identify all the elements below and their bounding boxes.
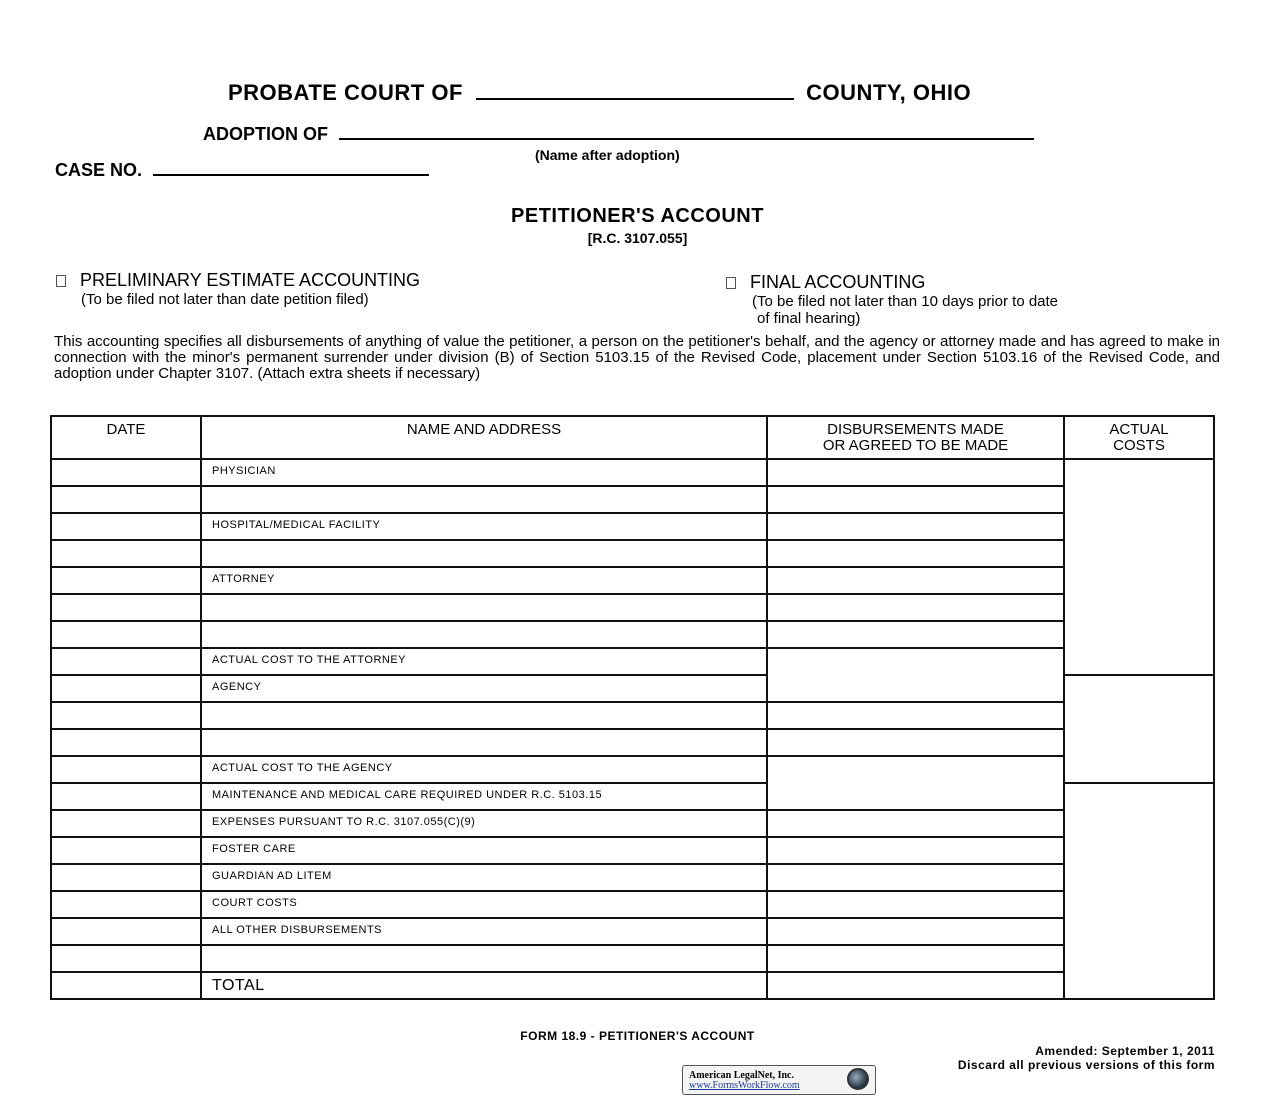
date-cell[interactable] [51, 486, 201, 513]
table-row [51, 567, 1214, 594]
date-cell[interactable] [51, 945, 201, 972]
amended-date: Amended: September 1, 2011 [1035, 1044, 1215, 1058]
table-row [51, 945, 1214, 972]
date-cell[interactable] [51, 837, 201, 864]
preliminary-label: PRELIMINARY ESTIMATE ACCOUNTING [80, 270, 421, 290]
name-cell[interactable]: AGENCY [201, 675, 767, 702]
date-cell[interactable] [51, 972, 201, 999]
table-row [51, 837, 1214, 864]
table-row [51, 621, 1214, 648]
instructions-paragraph: This accounting specifies all disbursements of anything of value the petitioner, a person on the petitioner's behalf, and the agency or attorney made and has agreed to make in connection with the minor's permanent surrender under division (B) of Section 5103.15 of the Revised Code, placement under Section 5103.16 of the Revised Code, and adoption under Chapter 3107. (Attach extra sheets if necessary) [54, 333, 1220, 382]
court-suffix: COUNTY, OHIO [806, 80, 972, 105]
header-name-address: NAME AND ADDRESS [201, 416, 767, 459]
header-disbursements-line2: OR AGREED TO BE MADE [822, 437, 1009, 454]
disbursement-cell[interactable] [767, 810, 1064, 837]
disbursement-cell[interactable] [767, 864, 1064, 891]
final-label: FINAL ACCOUNTING [750, 272, 926, 292]
name-cell[interactable]: ACTUAL COST TO THE ATTORNEY [201, 648, 767, 675]
table-row [51, 756, 1214, 783]
form-name: FORM 18.9 - PETITIONER'S ACCOUNT [520, 1029, 755, 1043]
disbursement-cell[interactable] [767, 756, 1064, 810]
date-cell[interactable] [51, 891, 201, 918]
date-cell[interactable] [51, 810, 201, 837]
disbursement-cell[interactable] [767, 594, 1064, 621]
final-checkbox[interactable] [726, 277, 736, 289]
name-cell[interactable] [201, 594, 767, 621]
table-row [51, 594, 1214, 621]
globe-icon [847, 1068, 869, 1090]
name-cell[interactable] [201, 540, 767, 567]
case-label: CASE NO. [55, 160, 143, 180]
date-cell[interactable] [51, 918, 201, 945]
disbursement-cell[interactable] [767, 729, 1064, 756]
name-cell[interactable]: FOSTER CARE [201, 837, 767, 864]
actual-cost-attorney-cell[interactable] [1064, 459, 1214, 675]
name-cell[interactable] [201, 702, 767, 729]
total-disbursement-cell[interactable] [767, 972, 1064, 999]
name-cell[interactable]: HOSPITAL/MEDICAL FACILITY [201, 513, 767, 540]
table-row [51, 540, 1214, 567]
table-row [51, 702, 1214, 729]
option-preliminary [56, 270, 420, 308]
amended-block [958, 1044, 1215, 1072]
disbursement-cell[interactable] [767, 621, 1064, 648]
header-actual-line2: COSTS [1113, 437, 1165, 454]
name-cell[interactable]: ACTUAL COST TO THE AGENCY [201, 756, 767, 783]
date-cell[interactable] [51, 594, 201, 621]
disbursement-cell[interactable] [767, 540, 1064, 567]
table-row [51, 729, 1214, 756]
date-cell[interactable] [51, 864, 201, 891]
final-note: (To be filed not later than 10 days prior to date [752, 293, 1059, 310]
actual-cost-remaining-cell[interactable] [1064, 783, 1214, 999]
disbursement-cell[interactable] [767, 837, 1064, 864]
table-row [51, 648, 1214, 675]
date-cell[interactable] [51, 513, 201, 540]
date-cell[interactable] [51, 621, 201, 648]
date-cell[interactable] [51, 729, 201, 756]
name-cell[interactable] [201, 621, 767, 648]
preliminary-note: (To be filed not later than date petition filed) [81, 291, 369, 308]
table-row [51, 459, 1214, 486]
header-disbursements-line1: DISBURSEMENTS MADE [827, 421, 1004, 438]
date-cell[interactable] [51, 540, 201, 567]
disbursement-cell[interactable] [767, 945, 1064, 972]
statute-reference: [R.C. 3107.055] [587, 230, 688, 246]
date-cell[interactable] [51, 702, 201, 729]
date-cell[interactable] [51, 783, 201, 810]
adoption-label: ADOPTION OF [203, 124, 328, 144]
header-disbursements [767, 416, 1064, 459]
disbursement-cell[interactable] [767, 486, 1064, 513]
case-number-line [55, 160, 429, 181]
disbursement-cell[interactable] [767, 513, 1064, 540]
court-prefix: PROBATE COURT OF [228, 80, 463, 105]
date-cell[interactable] [51, 675, 201, 702]
name-cell[interactable]: ALL OTHER DISBURSEMENTS [201, 918, 767, 945]
header-date: DATE [51, 416, 201, 459]
table-header-row [51, 416, 1214, 459]
table-row [51, 918, 1214, 945]
table-row [51, 891, 1214, 918]
name-cell[interactable]: ATTORNEY [201, 567, 767, 594]
disbursement-cell[interactable] [767, 891, 1064, 918]
disbursement-cell[interactable] [767, 459, 1064, 486]
name-cell[interactable] [201, 945, 767, 972]
county-field[interactable] [476, 98, 794, 100]
page-title: PETITIONER'S ACCOUNT [511, 205, 764, 227]
name-after-adoption-note: (Name after adoption) [535, 147, 680, 163]
discard-note: Discard all previous versions of this form [957, 1058, 1215, 1072]
name-cell[interactable]: COURT COSTS [201, 891, 767, 918]
case-number-field[interactable] [153, 174, 429, 176]
logo-url[interactable]: www.FormsWorkFlow.com [689, 1080, 800, 1091]
disbursement-cell[interactable] [767, 918, 1064, 945]
table-row [51, 513, 1214, 540]
name-cell[interactable] [201, 729, 767, 756]
header-actual-costs [1064, 416, 1214, 459]
table-row [51, 810, 1214, 837]
adoption-line [203, 124, 1034, 145]
header-actual-line1: ACTUAL [1109, 421, 1169, 438]
disbursement-cell[interactable] [767, 567, 1064, 594]
adoptee-name-field[interactable] [339, 138, 1034, 140]
account-table [50, 415, 1215, 1000]
table-row [51, 864, 1214, 891]
date-cell[interactable] [51, 648, 201, 675]
name-cell[interactable]: GUARDIAN AD LITEM [201, 864, 767, 891]
preliminary-checkbox[interactable] [56, 275, 66, 287]
disbursement-cell[interactable] [767, 702, 1064, 729]
total-label: TOTAL [201, 972, 767, 999]
name-cell[interactable]: MAINTENANCE AND MEDICAL CARE REQUIRED UNDER R.C. 5103.15 [201, 783, 767, 810]
actual-cost-agency-cell[interactable] [1064, 675, 1214, 783]
logo-company: American LegalNet, Inc. [689, 1070, 794, 1081]
publisher-logo[interactable] [682, 1065, 876, 1095]
total-row [51, 972, 1214, 999]
name-cell[interactable] [201, 486, 767, 513]
court-heading [228, 80, 971, 106]
name-cell[interactable]: PHYSICIAN [201, 459, 767, 486]
date-cell[interactable] [51, 459, 201, 486]
disbursement-cell[interactable] [767, 648, 1064, 702]
name-cell[interactable]: EXPENSES PURSUANT TO R.C. 3107.055(C)(9) [201, 810, 767, 837]
final-note-2: of final hearing) [757, 310, 861, 327]
date-cell[interactable] [51, 567, 201, 594]
table-row [51, 486, 1214, 513]
option-final [726, 272, 1058, 327]
date-cell[interactable] [51, 756, 201, 783]
